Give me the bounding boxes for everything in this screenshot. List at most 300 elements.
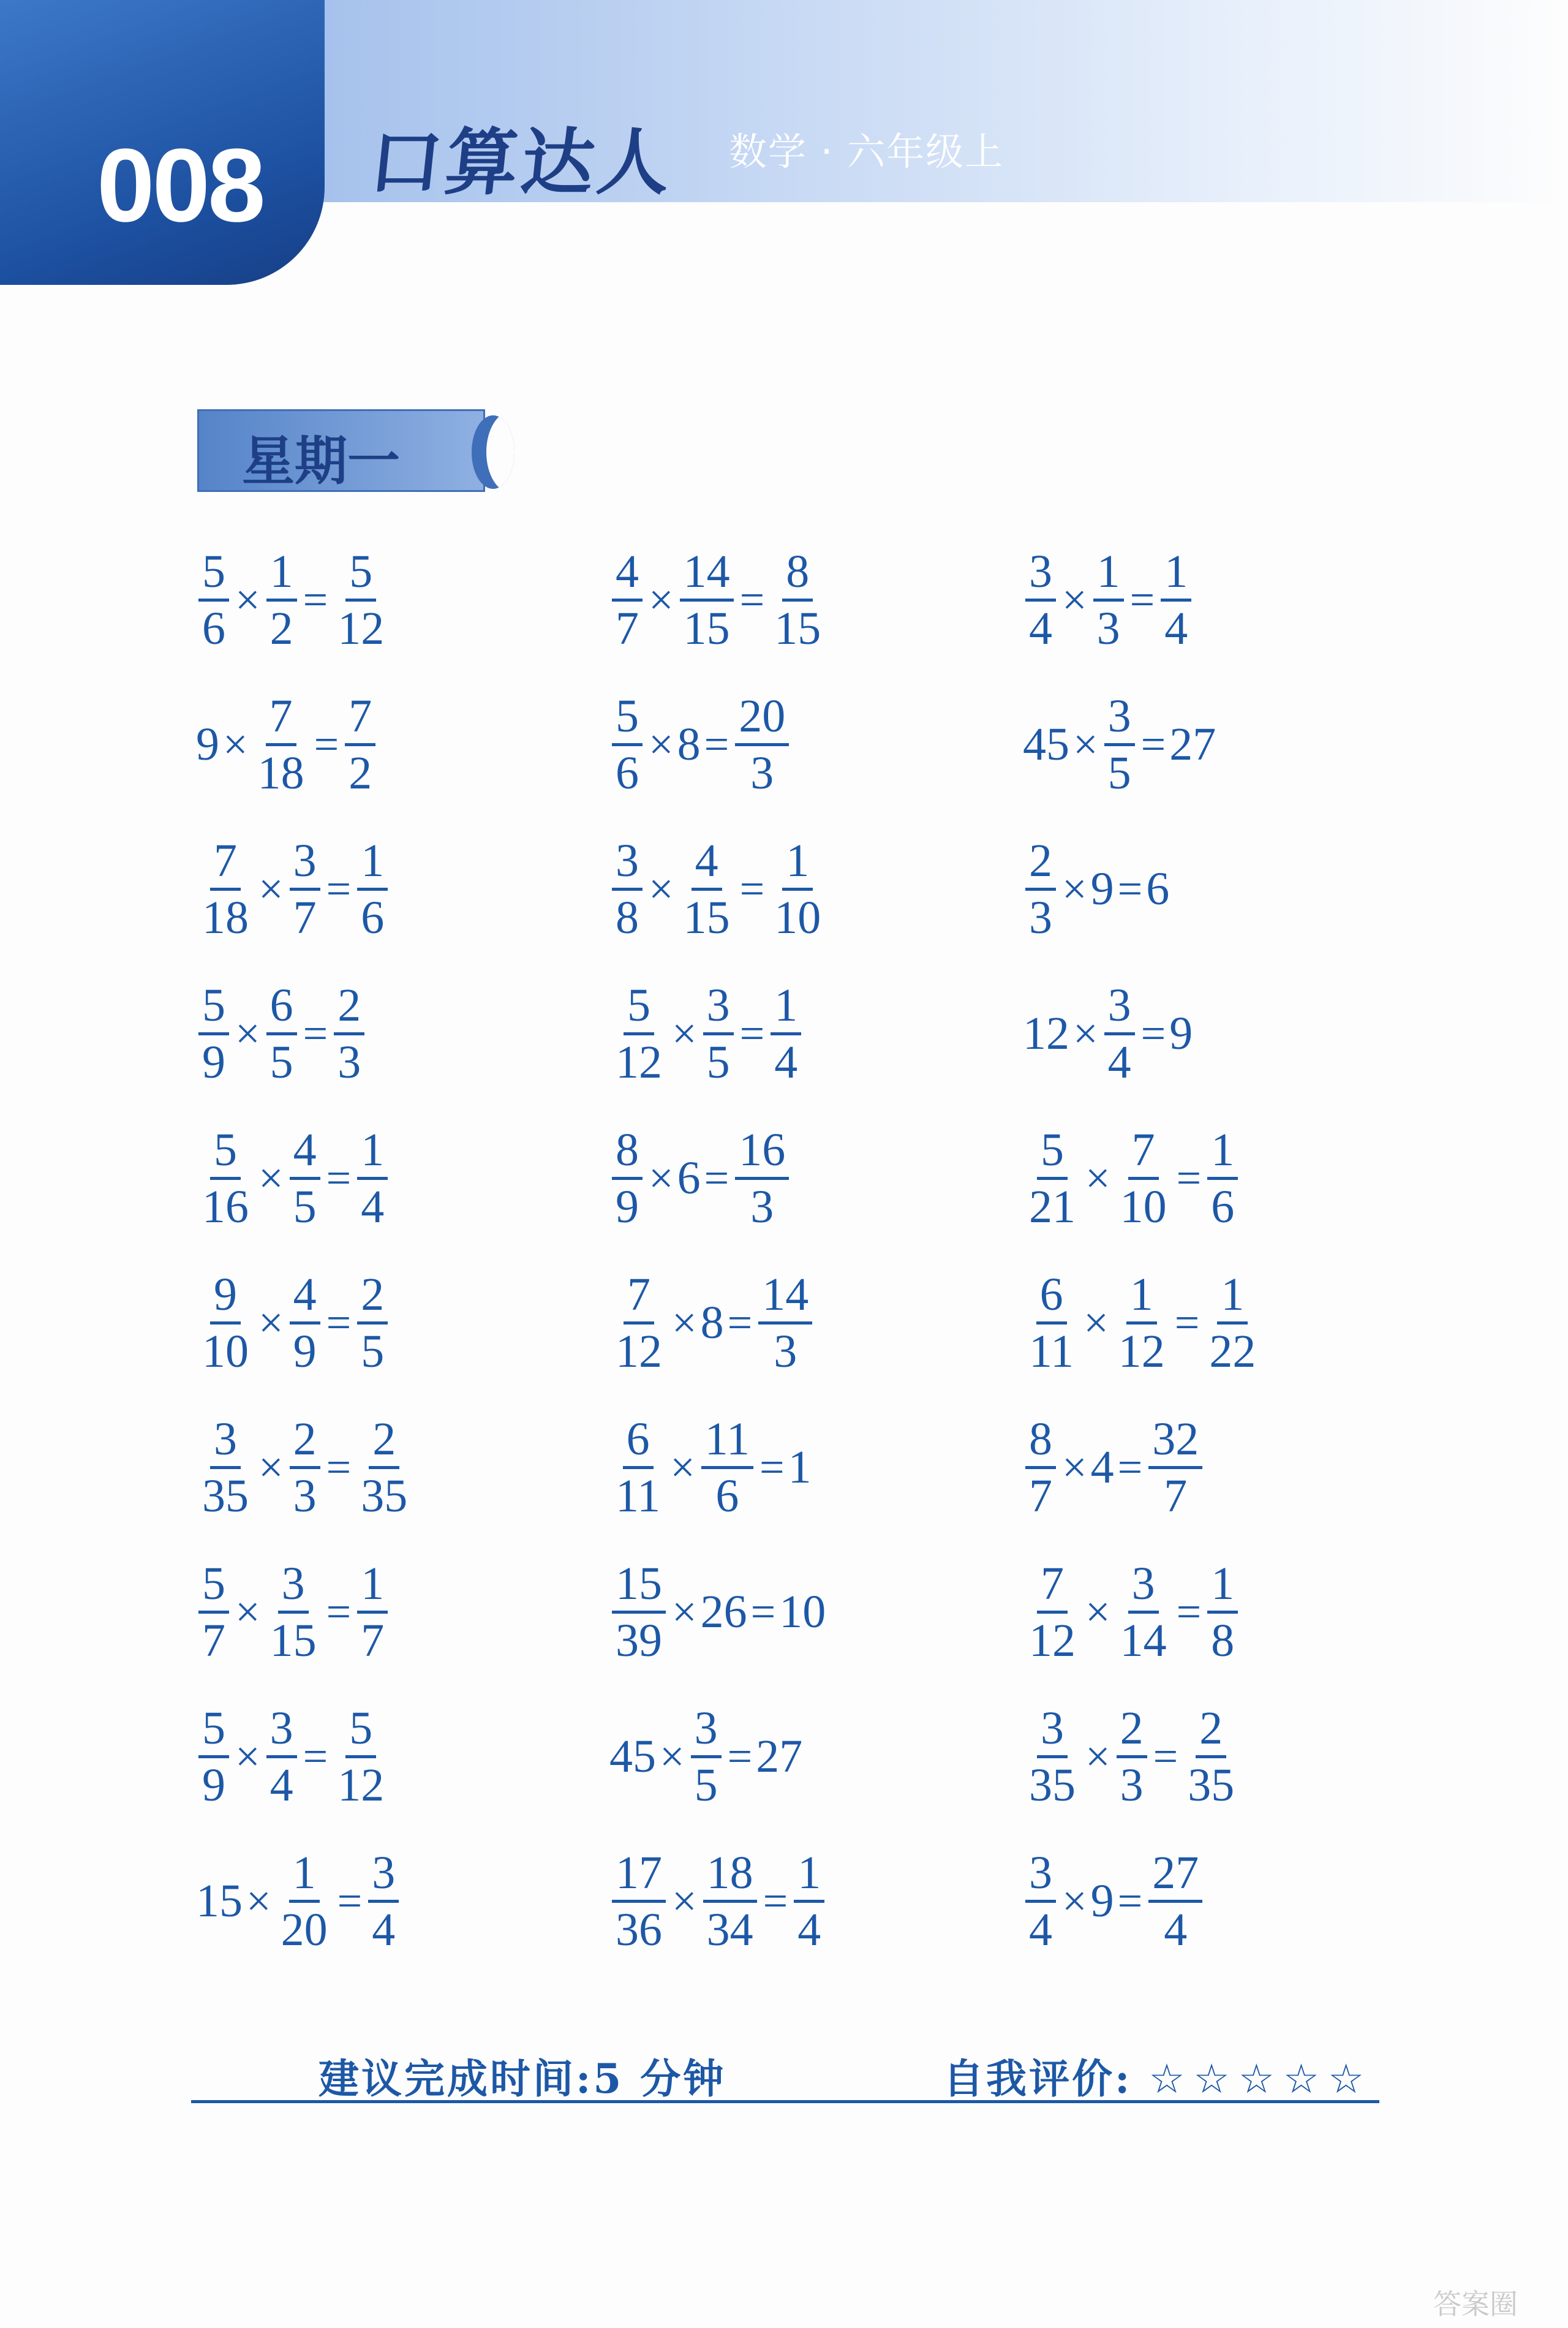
numerator: 3 — [290, 837, 320, 891]
equals-sign: = — [303, 1732, 328, 1781]
operand-fraction — [266, 548, 297, 652]
problem-item — [196, 690, 378, 799]
answer-integer: 9 — [1169, 1008, 1193, 1059]
numerator: 4 — [612, 548, 643, 602]
denominator: 4 — [1029, 1904, 1052, 1956]
answer-fraction — [1207, 1560, 1238, 1664]
problem-item — [609, 1703, 803, 1811]
operand-fraction — [198, 548, 229, 652]
problem-item — [609, 1560, 826, 1664]
equals-sign: = — [704, 720, 729, 769]
numerator: 5 — [198, 1560, 229, 1614]
answer-fraction — [357, 837, 388, 941]
operand-integer: 45 — [609, 1731, 656, 1782]
problem-item — [609, 1124, 791, 1233]
problem-item — [609, 690, 791, 799]
denominator: 10 — [1120, 1181, 1167, 1233]
operand-fraction — [612, 1413, 664, 1522]
operand-fraction — [1117, 1124, 1170, 1233]
equals-sign: = — [739, 864, 765, 913]
numerator: 3 — [703, 982, 734, 1035]
numerator: 16 — [735, 1127, 789, 1180]
numerator: 14 — [680, 548, 734, 602]
operand-fraction — [1117, 1560, 1170, 1664]
multiply-sign: × — [1085, 1732, 1110, 1781]
denominator: 7 — [361, 1615, 385, 1666]
operand-fraction — [254, 690, 308, 799]
denominator: 5 — [361, 1326, 385, 1377]
multiply-sign: × — [649, 864, 674, 913]
operand-fraction — [1025, 837, 1056, 941]
operand-integer: 26 — [700, 1586, 747, 1638]
multiply-sign: × — [1085, 1587, 1110, 1636]
denominator: 16 — [202, 1181, 249, 1233]
denominator: 18 — [257, 747, 304, 799]
numerator: 9 — [210, 1271, 241, 1325]
numerator: 1 — [357, 837, 388, 891]
answer-fraction — [794, 1847, 824, 1956]
answer-fraction — [771, 982, 801, 1086]
numerator: 3 — [1104, 693, 1135, 746]
numerator: 17 — [612, 1850, 666, 1903]
equals-sign: = — [1117, 864, 1143, 913]
numerator: 1 — [357, 1560, 388, 1614]
denominator: 7 — [1164, 1470, 1188, 1522]
operand-fraction — [266, 1703, 297, 1811]
operand-fraction — [1025, 548, 1056, 652]
equals-sign: = — [337, 1876, 363, 1926]
operand-fraction — [198, 1124, 252, 1233]
star-rating-icons[interactable]: ☆☆☆☆☆ — [1148, 2055, 1373, 2103]
operand-fraction — [277, 1847, 331, 1956]
equals-sign: = — [303, 575, 328, 624]
self-evaluation — [943, 2046, 1373, 2104]
denominator: 7 — [616, 603, 639, 654]
operand-fraction — [1117, 1703, 1147, 1811]
numerator: 2 — [1025, 837, 1056, 891]
denominator: 20 — [281, 1904, 328, 1956]
answer-fraction — [345, 690, 375, 799]
denominator: 4 — [774, 1037, 798, 1088]
equals-sign: = — [326, 1298, 352, 1347]
denominator: 3 — [750, 1181, 774, 1233]
numerator: 3 — [1037, 1705, 1068, 1758]
answer-fraction — [1184, 1703, 1238, 1811]
multiply-sign: × — [246, 1876, 271, 1926]
operand-fraction — [612, 1560, 666, 1664]
equals-sign: = — [1176, 1154, 1202, 1203]
operand-fraction — [680, 837, 734, 941]
problem-item — [609, 1271, 815, 1375]
denominator: 6 — [361, 892, 385, 943]
answer-fraction — [357, 1413, 411, 1522]
numerator: 3 — [368, 1850, 399, 1903]
numerator: 3 — [1025, 548, 1056, 602]
answer-fraction — [334, 982, 364, 1086]
denominator: 5 — [694, 1759, 718, 1811]
problem-item — [196, 1413, 413, 1522]
multiply-sign: × — [1084, 1298, 1109, 1347]
operand-fraction — [703, 982, 734, 1086]
numerator: 6 — [266, 982, 297, 1035]
answer-fraction — [758, 1271, 812, 1375]
problem-item — [196, 837, 390, 941]
numerator: 5 — [198, 548, 229, 602]
operand-fraction — [612, 1124, 643, 1233]
answer-fraction — [735, 1124, 789, 1233]
numerator: 1 — [794, 1850, 824, 1903]
numerator: 2 — [290, 1416, 320, 1469]
denominator: 18 — [202, 892, 249, 943]
multiply-sign: × — [1062, 864, 1087, 913]
numerator: 5 — [345, 548, 376, 602]
numerator: 3 — [1025, 1850, 1056, 1903]
denominator: 7 — [202, 1615, 225, 1666]
operand-integer: 45 — [1023, 719, 1069, 770]
denominator: 35 — [1188, 1759, 1235, 1811]
multiply-sign: × — [258, 1298, 284, 1347]
numerator: 3 — [210, 1416, 241, 1469]
multiply-sign: × — [235, 575, 260, 624]
problem-item — [1023, 837, 1169, 941]
operand-fraction — [290, 1413, 320, 1522]
numerator: 4 — [290, 1271, 320, 1325]
numerator: 3 — [612, 837, 643, 891]
denominator: 36 — [616, 1904, 662, 1956]
denominator: 12 — [337, 603, 385, 654]
operand-fraction — [290, 837, 320, 941]
answer-integer: 27 — [756, 1731, 803, 1782]
denominator: 3 — [750, 747, 774, 799]
multiply-sign: × — [672, 1587, 697, 1636]
operand-fraction — [198, 1703, 229, 1811]
operand-fraction — [680, 548, 734, 652]
numerator: 7 — [624, 1271, 654, 1325]
operand-fraction — [1104, 982, 1135, 1086]
problem-item — [1023, 1703, 1240, 1811]
numerator: 3 — [278, 1560, 309, 1614]
denominator: 8 — [616, 892, 639, 943]
operand-fraction — [266, 982, 297, 1086]
numerator: 27 — [1148, 1850, 1202, 1903]
denominator: 4 — [361, 1181, 385, 1233]
denominator: 12 — [616, 1037, 662, 1088]
numerator: 8 — [1025, 1416, 1056, 1469]
denominator: 15 — [683, 892, 730, 943]
numerator: 5 — [345, 1705, 376, 1758]
denominator: 4 — [797, 1904, 821, 1956]
problem-item — [196, 548, 390, 652]
numerator: 6 — [1036, 1271, 1067, 1325]
equals-sign: = — [314, 720, 339, 769]
equals-sign: = — [1117, 1443, 1143, 1492]
operand-integer: 6 — [677, 1152, 701, 1204]
numerator: 3 — [691, 1705, 722, 1758]
denominator: 35 — [202, 1470, 249, 1522]
operand-fraction — [266, 1560, 320, 1664]
answer-integer: 27 — [1169, 719, 1216, 770]
denominator: 7 — [1029, 1470, 1052, 1522]
denominator: 6 — [616, 747, 639, 799]
page-number-tab — [0, 0, 325, 285]
operand-fraction — [290, 1271, 320, 1375]
denominator: 3 — [1120, 1759, 1144, 1811]
denominator: 14 — [1120, 1615, 1167, 1666]
operand-fraction — [612, 1271, 666, 1375]
denominator: 3 — [293, 1470, 317, 1522]
multiply-sign: × — [649, 575, 674, 624]
numerator: 3 — [1104, 982, 1135, 1035]
operand-fraction — [612, 548, 643, 652]
numerator: 5 — [612, 693, 643, 746]
problem-item — [609, 548, 827, 652]
self-evaluation-label: 自我评价: — [943, 2055, 1133, 2103]
operand-fraction — [198, 982, 229, 1086]
series-title: 口算达人 — [365, 120, 679, 205]
equals-sign: = — [759, 1443, 785, 1492]
denominator: 9 — [293, 1326, 317, 1377]
answer-fraction — [357, 1124, 388, 1233]
multiply-sign: × — [1062, 1876, 1087, 1926]
denominator: 15 — [774, 603, 821, 654]
numerator: 2 — [357, 1271, 388, 1325]
problem-item — [609, 1847, 827, 1956]
numerator: 8 — [782, 548, 813, 602]
numerator: 1 — [782, 837, 813, 891]
operand-fraction — [198, 837, 252, 941]
operand-fraction — [198, 1413, 252, 1522]
problem-item — [1023, 548, 1194, 652]
multiply-sign: × — [660, 1732, 685, 1781]
answer-integer: 10 — [779, 1586, 826, 1638]
denominator: 4 — [1164, 603, 1188, 654]
numerator: 3 — [1128, 1560, 1159, 1614]
answer-fraction — [334, 1703, 388, 1811]
multiply-sign: × — [672, 1009, 697, 1058]
operand-fraction — [198, 1560, 229, 1664]
numerator: 3 — [266, 1705, 297, 1758]
equals-sign: = — [1174, 1298, 1200, 1347]
answer-fraction — [1161, 548, 1191, 652]
denominator: 4 — [270, 1759, 293, 1811]
numerator: 15 — [612, 1560, 666, 1614]
denominator: 6 — [202, 603, 225, 654]
operand-integer: 4 — [1090, 1442, 1114, 1493]
numerator: 18 — [703, 1850, 757, 1903]
operand-fraction — [612, 1847, 666, 1956]
denominator: 5 — [270, 1037, 293, 1088]
operand-fraction — [612, 982, 666, 1086]
multiply-sign: × — [223, 720, 248, 769]
denominator: 35 — [361, 1470, 408, 1522]
equals-sign: = — [763, 1876, 788, 1926]
denominator: 9 — [616, 1181, 639, 1233]
operand-fraction — [612, 690, 643, 799]
answer-fraction — [771, 837, 824, 941]
multiply-sign: × — [235, 1009, 260, 1058]
day-label: 星期一 — [242, 431, 400, 492]
problem-item — [196, 982, 367, 1086]
equals-sign: = — [1176, 1587, 1202, 1636]
numerator: 4 — [290, 1127, 320, 1180]
answer-fraction — [735, 690, 789, 799]
problem-item — [196, 1847, 401, 1956]
equals-sign: = — [326, 864, 352, 913]
operand-fraction — [612, 837, 643, 941]
operand-fraction — [1093, 548, 1124, 652]
operand-integer: 9 — [196, 719, 219, 770]
denominator: 5 — [293, 1181, 317, 1233]
equals-sign: = — [1117, 1876, 1143, 1926]
operand-fraction — [701, 1413, 753, 1522]
numerator: 2 — [1117, 1705, 1147, 1758]
denominator: 10 — [202, 1326, 249, 1377]
answer-fraction — [771, 548, 824, 652]
numerator: 1 — [1093, 548, 1124, 602]
equals-sign: = — [326, 1154, 352, 1203]
equals-sign: = — [1129, 575, 1155, 624]
footer-divider — [191, 2100, 1379, 2103]
problem-item — [1023, 1124, 1240, 1233]
answer-fraction — [1205, 1271, 1259, 1375]
multiply-sign: × — [258, 1154, 284, 1203]
numerator: 5 — [210, 1127, 241, 1180]
equals-sign: = — [727, 1298, 753, 1347]
operand-fraction — [703, 1847, 757, 1956]
operand-integer: 8 — [700, 1297, 724, 1348]
page-number: 008 — [97, 127, 263, 244]
numerator: 7 — [345, 693, 375, 746]
denominator: 11 — [616, 1470, 661, 1522]
problem-item — [196, 1124, 390, 1233]
equals-sign: = — [1140, 720, 1166, 769]
multiply-sign: × — [1073, 1009, 1098, 1058]
denominator: 21 — [1029, 1181, 1076, 1233]
numerator: 14 — [758, 1271, 812, 1325]
denominator: 12 — [1029, 1615, 1076, 1666]
equals-sign: = — [326, 1443, 352, 1492]
answer-fraction — [1148, 1413, 1202, 1522]
numerator: 2 — [334, 982, 364, 1035]
multiply-sign: × — [672, 1298, 697, 1347]
operand-fraction — [1025, 1271, 1077, 1375]
numerator: 7 — [210, 837, 241, 891]
problem-item — [196, 1560, 390, 1664]
answer-fraction — [368, 1847, 399, 1956]
denominator: 4 — [1164, 1904, 1188, 1956]
multiply-sign: × — [1062, 575, 1087, 624]
denominator: 11 — [1029, 1326, 1074, 1377]
answer-fraction — [334, 548, 388, 652]
answer-fraction — [1148, 1847, 1202, 1956]
operand-integer: 8 — [677, 719, 701, 770]
operand-fraction — [1115, 1271, 1169, 1375]
denominator: 2 — [349, 747, 372, 799]
denominator: 34 — [706, 1904, 753, 1956]
operand-integer: 9 — [1090, 1875, 1114, 1927]
denominator: 12 — [337, 1759, 385, 1811]
numerator: 5 — [1037, 1127, 1068, 1180]
denominator: 9 — [202, 1759, 225, 1811]
answer-fraction — [1207, 1124, 1238, 1233]
problem-item — [196, 1271, 390, 1375]
operand-integer: 9 — [1090, 863, 1114, 915]
denominator: 5 — [706, 1037, 730, 1088]
day-banner — [197, 409, 485, 492]
problem-item — [609, 837, 827, 941]
numerator: 6 — [623, 1416, 654, 1469]
numerator: 1 — [357, 1127, 388, 1180]
numerator: 11 — [701, 1416, 753, 1469]
operand-fraction — [1104, 690, 1135, 799]
denominator: 4 — [1107, 1037, 1131, 1088]
equals-sign: = — [750, 1587, 776, 1636]
numerator: 1 — [266, 548, 297, 602]
numerator: 5 — [198, 1705, 229, 1758]
numerator: 1 — [771, 982, 801, 1035]
numerator: 7 — [266, 693, 296, 746]
equals-sign: = — [326, 1587, 352, 1636]
problem-item — [1023, 690, 1216, 799]
problem-item — [1023, 1413, 1205, 1522]
answer-fraction — [357, 1560, 388, 1664]
numerator: 1 — [289, 1850, 320, 1903]
numerator: 1 — [1217, 1271, 1248, 1325]
problem-item — [1023, 1271, 1262, 1375]
operand-integer: 12 — [1023, 1008, 1069, 1059]
equals-sign: = — [739, 1009, 765, 1058]
denominator: 12 — [616, 1326, 662, 1377]
denominator: 35 — [1029, 1759, 1076, 1811]
numerator: 5 — [198, 982, 229, 1035]
numerator: 7 — [1037, 1560, 1068, 1614]
equals-sign: = — [704, 1154, 729, 1203]
operand-fraction — [691, 1703, 722, 1811]
denominator: 3 — [337, 1037, 361, 1088]
denominator: 9 — [202, 1037, 225, 1088]
multiply-sign: × — [1085, 1154, 1110, 1203]
suggested-time: 建议完成时间:5 分钟 — [318, 2055, 726, 2103]
numerator: 5 — [624, 982, 654, 1035]
denominator: 4 — [1029, 603, 1052, 654]
multiply-sign: × — [258, 864, 284, 913]
numerator: 2 — [369, 1416, 399, 1469]
numerator: 32 — [1148, 1416, 1202, 1469]
crescent-moon-icon — [472, 415, 514, 489]
watermark: 答案圈 — [1433, 2288, 1518, 2321]
numerator: 4 — [692, 837, 722, 891]
equals-sign: = — [739, 575, 765, 624]
multiply-sign: × — [649, 1154, 674, 1203]
numerator: 2 — [1196, 1705, 1226, 1758]
denominator: 3 — [1029, 892, 1052, 943]
numerator: 7 — [1128, 1127, 1159, 1180]
equals-sign: = — [1153, 1732, 1178, 1781]
problem-item — [1023, 1847, 1205, 1956]
denominator: 6 — [1211, 1181, 1235, 1233]
denominator: 3 — [1096, 603, 1120, 654]
numerator: 20 — [735, 693, 789, 746]
denominator: 15 — [683, 603, 730, 654]
multiply-sign: × — [672, 1876, 697, 1926]
denominator: 4 — [372, 1904, 396, 1956]
denominator: 15 — [270, 1615, 317, 1666]
problem-item — [196, 1703, 390, 1811]
numerator: 1 — [1207, 1560, 1238, 1614]
operand-fraction — [1025, 1124, 1079, 1233]
operand-fraction — [1025, 1413, 1056, 1522]
numerator: 1 — [1126, 1271, 1157, 1325]
